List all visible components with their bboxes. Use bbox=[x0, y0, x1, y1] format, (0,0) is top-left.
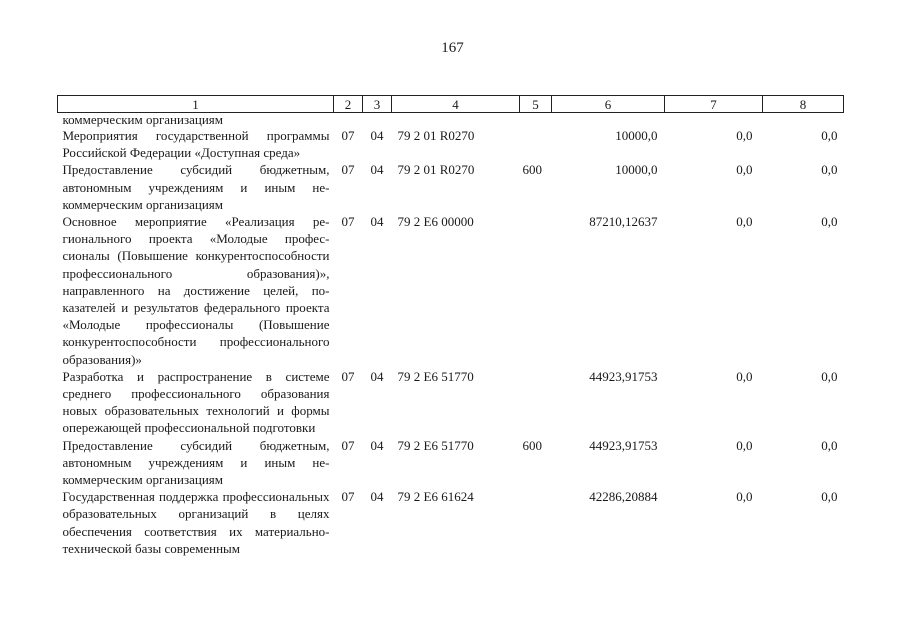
expense-type-code bbox=[520, 488, 552, 557]
expense-type-code: 600 bbox=[522, 437, 542, 453]
subsection-code: 04 bbox=[370, 489, 384, 505]
subsection-code: 04 bbox=[370, 214, 384, 230]
amount-col-6: 42286,20884 bbox=[589, 489, 658, 505]
page-number: 167 bbox=[441, 40, 464, 56]
section-code: 07 bbox=[341, 368, 355, 384]
table-row bbox=[58, 488, 844, 557]
amount-col-7: 0,0 bbox=[736, 214, 753, 230]
target-article-code: 79 2 01 R0270 bbox=[397, 162, 475, 178]
amount-col-7: 0,0 bbox=[736, 128, 753, 143]
table-row bbox=[58, 161, 844, 213]
amount-col-8: 0,0 bbox=[821, 214, 838, 230]
column-header-3: 3 bbox=[363, 96, 392, 113]
amount-col-7: 0,0 bbox=[736, 437, 753, 453]
table-row bbox=[58, 127, 844, 161]
expense-type-code bbox=[520, 213, 552, 368]
section-code: 07 bbox=[341, 162, 355, 178]
amount-col-8: 0,0 bbox=[821, 489, 838, 505]
amount-col-7: 0,0 bbox=[736, 489, 753, 505]
target-article-code: 79 2 Е6 61624 bbox=[397, 489, 474, 505]
column-header-2: 2 bbox=[334, 96, 363, 113]
continuation-text: коммерческим организациям bbox=[62, 112, 224, 127]
section-code: 07 bbox=[341, 437, 355, 453]
column-header-4: 4 bbox=[392, 96, 520, 113]
column-header-5: 5 bbox=[520, 96, 552, 113]
target-article-code: 79 2 Е6 51770 bbox=[397, 437, 474, 453]
table-row bbox=[58, 368, 844, 437]
amount-col-6: 10000,0 bbox=[615, 162, 658, 178]
header-row bbox=[58, 96, 844, 113]
row-name: Основное мероприятие «Реализация регионального проекта «Молодые профессионалы (Повышение конкурентоспособности профессионального образования)», направленного на достижение целей, показателей и результатов федерального проекта «Молодые профессионалы (Повышение конкурентоспособности профессионального образования)» bbox=[62, 214, 330, 367]
amount-col-8: 0,0 bbox=[821, 368, 838, 384]
section-code: 07 bbox=[341, 128, 355, 143]
target-article-code: 79 2 01 R0270 bbox=[397, 128, 475, 143]
column-header-7: 7 bbox=[665, 96, 763, 113]
amount-col-8: 0,0 bbox=[821, 162, 838, 178]
expense-type-code: 600 bbox=[522, 162, 542, 178]
row-name: Предоставление субсидий бюджетным, автономным учреждениям и иным некоммерческим организациям bbox=[62, 162, 330, 212]
amount-col-6: 44923,91753 bbox=[589, 368, 658, 384]
expense-type-code bbox=[520, 127, 552, 161]
amount-col-6: 44923,91753 bbox=[589, 437, 658, 453]
row-name: Государственная поддержка профессиональных образовательных организаций в целях обеспечения соответствия их материально-технической базы современным bbox=[62, 489, 330, 556]
target-article-code: 79 2 Е6 51770 bbox=[397, 368, 474, 384]
amount-col-7: 0,0 bbox=[736, 368, 753, 384]
column-header-6: 6 bbox=[552, 96, 665, 113]
subsection-code: 04 bbox=[370, 368, 384, 384]
amount-col-6: 10000,0 bbox=[615, 128, 658, 143]
amount-col-6: 87210,12637 bbox=[589, 214, 658, 230]
amount-col-7: 0,0 bbox=[736, 162, 753, 178]
continuation-row bbox=[58, 113, 844, 128]
subsection-code: 04 bbox=[370, 162, 384, 178]
column-header-8: 8 bbox=[763, 96, 844, 113]
row-name: Мероприятия государственной программы Российской Федерации «Доступная среда» bbox=[62, 128, 330, 161]
target-article-code: 79 2 Е6 00000 bbox=[397, 214, 474, 230]
table-row bbox=[58, 437, 844, 489]
budget-table bbox=[57, 95, 844, 557]
section-code: 07 bbox=[341, 489, 355, 505]
expense-type-code bbox=[520, 368, 552, 437]
section-code: 07 bbox=[341, 214, 355, 230]
row-name: Предоставление субсидий бюджетным, автономным учреждениям и иным некоммерческим организациям bbox=[62, 437, 330, 488]
table-row bbox=[58, 213, 844, 368]
subsection-code: 04 bbox=[370, 128, 384, 143]
row-name: Разработка и распространение в системе среднего профессионального образования новых образовательных технологий и формы опережающей профессиональной подготовки bbox=[62, 368, 330, 436]
amount-col-8: 0,0 bbox=[821, 437, 838, 453]
subsection-code: 04 bbox=[370, 437, 384, 453]
column-header-1: 1 bbox=[58, 96, 334, 113]
amount-col-8: 0,0 bbox=[821, 128, 838, 143]
